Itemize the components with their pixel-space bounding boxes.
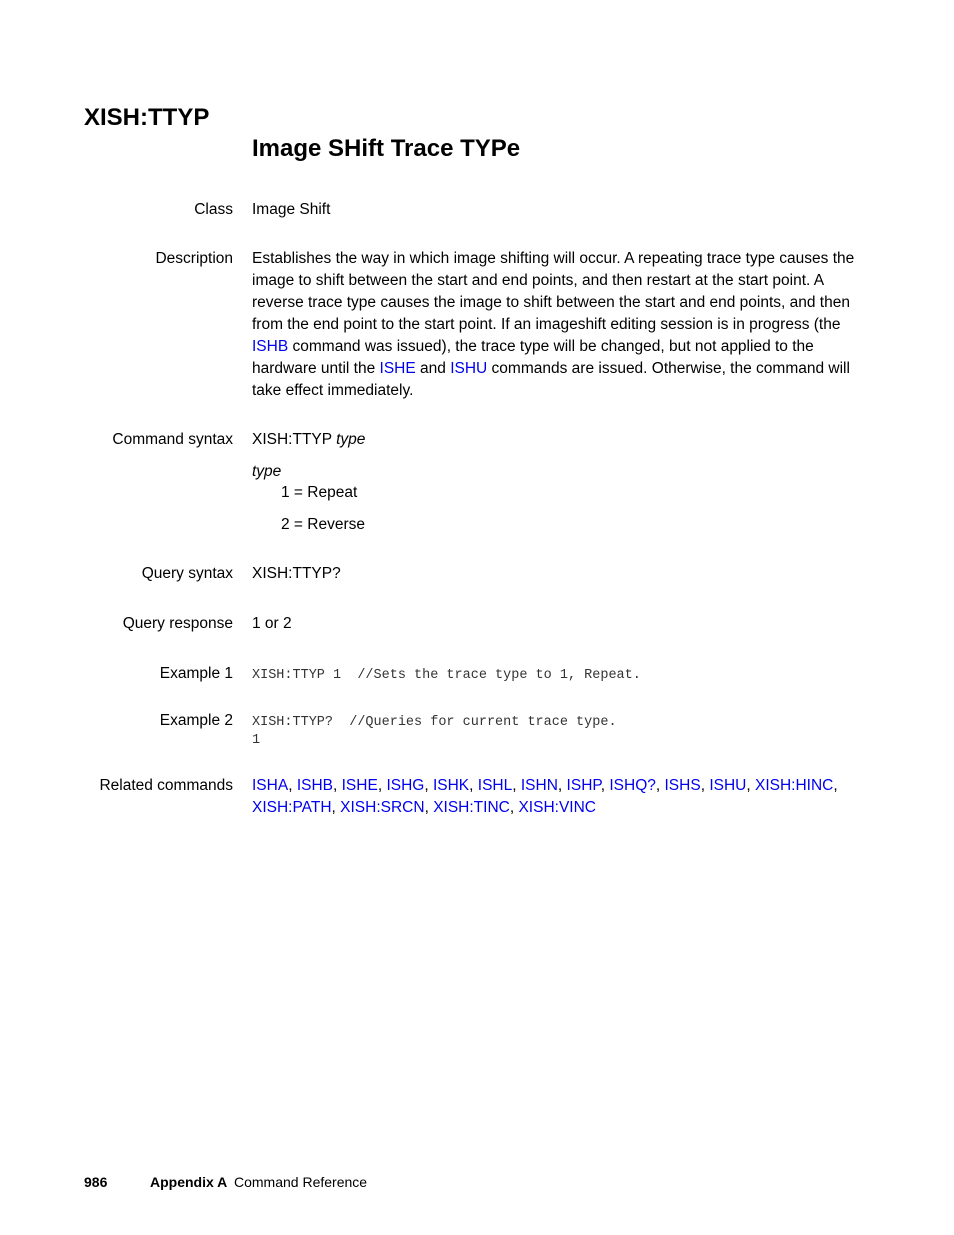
- command-syntax-value: [252, 429, 365, 451]
- related-separator: ,: [746, 777, 755, 794]
- related-separator: ,: [600, 777, 610, 794]
- query-response-label: Query response: [122, 615, 233, 632]
- command-syntax-cmd: XISH:TTYP: [252, 431, 337, 448]
- related-separator: ,: [331, 799, 341, 816]
- related-link-xish-vinc[interactable]: XISH:VINC: [518, 799, 596, 816]
- example1-code: XISH:TTYP 1 //Sets the trace type to 1, Repeat.: [252, 668, 641, 683]
- query-syntax-label: Query syntax: [141, 565, 233, 582]
- query-syntax-value: XISH:TTYP?: [252, 565, 341, 582]
- related-separator: ,: [288, 777, 297, 794]
- related-link-xish-path[interactable]: XISH:PATH: [252, 799, 332, 816]
- related-link-ishp[interactable]: ISHP: [566, 777, 601, 794]
- description-text: [252, 248, 864, 402]
- example2-code-line2: 1: [252, 733, 261, 748]
- page-number: 986: [84, 1174, 108, 1190]
- example2-label: Example 2: [159, 712, 233, 729]
- command-title: Image SHift Trace TYPe: [252, 135, 521, 162]
- command-name: XISH:TTYP: [84, 104, 210, 131]
- related-separator: ,: [700, 777, 710, 794]
- command-syntax-label: Command syntax: [112, 431, 233, 448]
- related-separator: ,: [655, 777, 665, 794]
- option-reverse: 2 = Reverse: [281, 516, 366, 533]
- related-separator: ,: [509, 799, 519, 816]
- related-separator: ,: [424, 799, 434, 816]
- footer-section: Appendix A: [150, 1174, 228, 1190]
- class-label: Class: [194, 201, 233, 218]
- related-commands-label: Related commands: [99, 777, 233, 794]
- description-part: Establishes the way in which image shifting will occur. A repeating trace type causes the image to shift between the start and end points, and then restart at the start point. A reverse trace type causes the image to shift between the start and end points, and then from the end point to the start point. If an imageshift editing session is in progress (the: [252, 250, 855, 333]
- param-label-text: type: [252, 463, 282, 480]
- related-link-ishn[interactable]: ISHN: [520, 777, 558, 794]
- related-link-ishl[interactable]: ISHL: [477, 777, 513, 794]
- link-ishe[interactable]: ISHE: [379, 360, 416, 377]
- description-part: command was issued), the trace type will be changed, but not applied to the hardware until the: [252, 338, 814, 377]
- description-part: and: [415, 360, 451, 377]
- related-separator: ,: [469, 777, 478, 794]
- related-link-xish-hinc[interactable]: XISH:HINC: [754, 777, 834, 794]
- related-separator: ,: [377, 777, 387, 794]
- param-label: [252, 461, 281, 483]
- related-link-ishk[interactable]: ISHK: [432, 777, 470, 794]
- related-link-ishq[interactable]: ISHQ?: [609, 777, 656, 794]
- description-label: Description: [155, 250, 233, 267]
- related-link-xish-srcn[interactable]: XISH:SRCN: [340, 799, 425, 816]
- related-separator: ,: [424, 777, 433, 794]
- related-link-isha[interactable]: ISHA: [252, 777, 289, 794]
- option-repeat: 1 = Repeat: [281, 484, 358, 501]
- related-commands-list: [252, 775, 864, 819]
- related-link-ishs[interactable]: ISHS: [664, 777, 701, 794]
- related-separator: ,: [833, 777, 838, 794]
- related-link-xish-tinc[interactable]: XISH:TINC: [433, 799, 510, 816]
- related-link-ishb[interactable]: ISHB: [296, 777, 333, 794]
- example2-code-line1: XISH:TTYP? //Queries for current trace type.: [252, 715, 617, 730]
- related-separator: ,: [557, 777, 567, 794]
- command-syntax-param: type: [336, 431, 366, 448]
- related-link-ishu[interactable]: ISHU: [709, 777, 747, 794]
- link-ishb[interactable]: ISHB: [252, 338, 289, 355]
- query-response-value: 1 or 2: [252, 615, 292, 632]
- description-part: commands are issued. Otherwise, the command will take effect immediately.: [252, 360, 850, 399]
- class-value: Image Shift: [252, 201, 331, 218]
- related-link-ishg[interactable]: ISHG: [386, 777, 425, 794]
- footer-title: Command Reference: [234, 1174, 368, 1190]
- related-link-ishe[interactable]: ISHE: [341, 777, 378, 794]
- link-ishu[interactable]: ISHU: [450, 360, 488, 377]
- example1-label: Example 1: [159, 665, 233, 682]
- related-separator: ,: [512, 777, 521, 794]
- related-separator: ,: [333, 777, 342, 794]
